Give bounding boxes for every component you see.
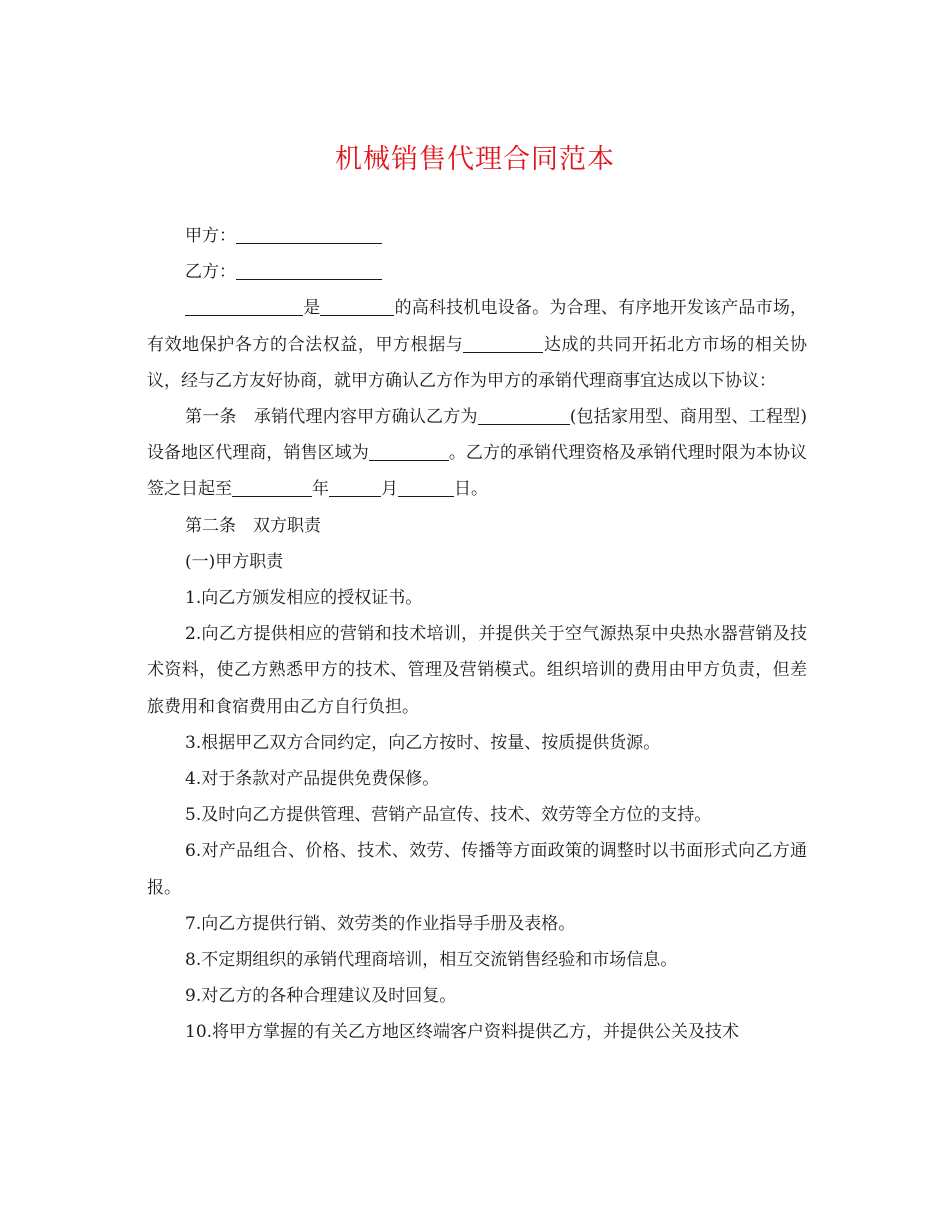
month-blank <box>329 479 381 497</box>
document-title: 机械销售代理合同范本 <box>335 144 615 175</box>
day-blank <box>398 479 454 497</box>
party-a-blank <box>236 226 382 244</box>
sales-region-blank <box>369 443 449 461</box>
party-a-label: 甲方： <box>185 226 236 246</box>
year-blank <box>232 479 312 497</box>
agent-product-blank <box>478 407 570 425</box>
duty-item-9: 9.对乙方的各种合理建议及时回复。 <box>185 986 457 1007</box>
intro-text-2: 的高科技机电设备。为合理、有序地开发该产品市场，有效地保护各方的合法权益，甲方根据与 <box>147 298 808 355</box>
duty-item-5: 5.及时向乙方提供管理、营销产品宣传、技术、效劳等全方位的支持。 <box>185 805 712 826</box>
intro-paragraph <box>147 290 807 399</box>
product-type-blank <box>320 298 394 316</box>
party-b-line <box>147 254 807 290</box>
article-1-paragraph <box>147 399 807 508</box>
party-b-label: 乙方： <box>185 262 236 283</box>
product-blank <box>185 298 303 316</box>
article-1-text-2: (包括家用型、商用型、工程型)设备地区代理商，销售区域为 <box>147 407 808 464</box>
year-label: 年 <box>312 479 329 500</box>
duty-item-6: 6.对产品组合、价格、技术、效劳、传播等方面政策的调整时以书面形式向乙方通报。 <box>147 841 807 898</box>
month-label: 月 <box>381 479 398 500</box>
duty-item-4: 4.对于条款对产品提供免费保修。 <box>185 769 440 790</box>
article-2-heading: 第二条 双方职责 <box>185 515 321 536</box>
party-b-blank <box>236 262 382 280</box>
duty-item-3: 3.根据甲乙双方合同约定，向乙方按时、按量、按质提供货源。 <box>185 732 661 753</box>
party-a-line <box>147 218 807 254</box>
duty-item-1: 1.向乙方颁发相应的授权证书。 <box>185 588 423 609</box>
article-1-text-1: 第一条 承销代理内容甲方确认乙方为 <box>185 407 478 428</box>
document-body <box>147 218 807 1051</box>
partner-blank <box>463 335 543 353</box>
duty-item-8: 8.不定期组织的承销代理商培训，相互交流销售经验和市场信息。 <box>185 950 678 971</box>
duty-item-2: 2.向乙方提供相应的营销和技术培训，并提供关于空气源热泵中央热水器营销及技术资料，使乙方熟悉甲方的技术、管理及营销模式。组织培训的费用由甲方负责，但差旅费用和食宿费用由乙方自行负担。 <box>147 624 807 717</box>
intro-text-3: 达成的共同开拓北方市场的相关协议，经与乙方友好协商，就甲方确认乙方作为甲方的承销代理商事宜达成以下协议： <box>147 334 808 391</box>
duty-item-7: 7.向乙方提供行销、效劳类的作业指导手册及表格。 <box>185 913 576 934</box>
day-label: 日。 <box>454 479 488 500</box>
section-a-heading: (一)甲方职责 <box>185 551 284 572</box>
intro-text-1: 是 <box>303 298 321 319</box>
duty-item-10: 10.将甲方掌握的有关乙方地区终端客户资料提供乙方，并提供公关及技术 <box>185 1022 740 1043</box>
article-1-text-3: 。乙方的承销代理资格及承销代理时限为本协议签之日起至 <box>147 443 807 500</box>
